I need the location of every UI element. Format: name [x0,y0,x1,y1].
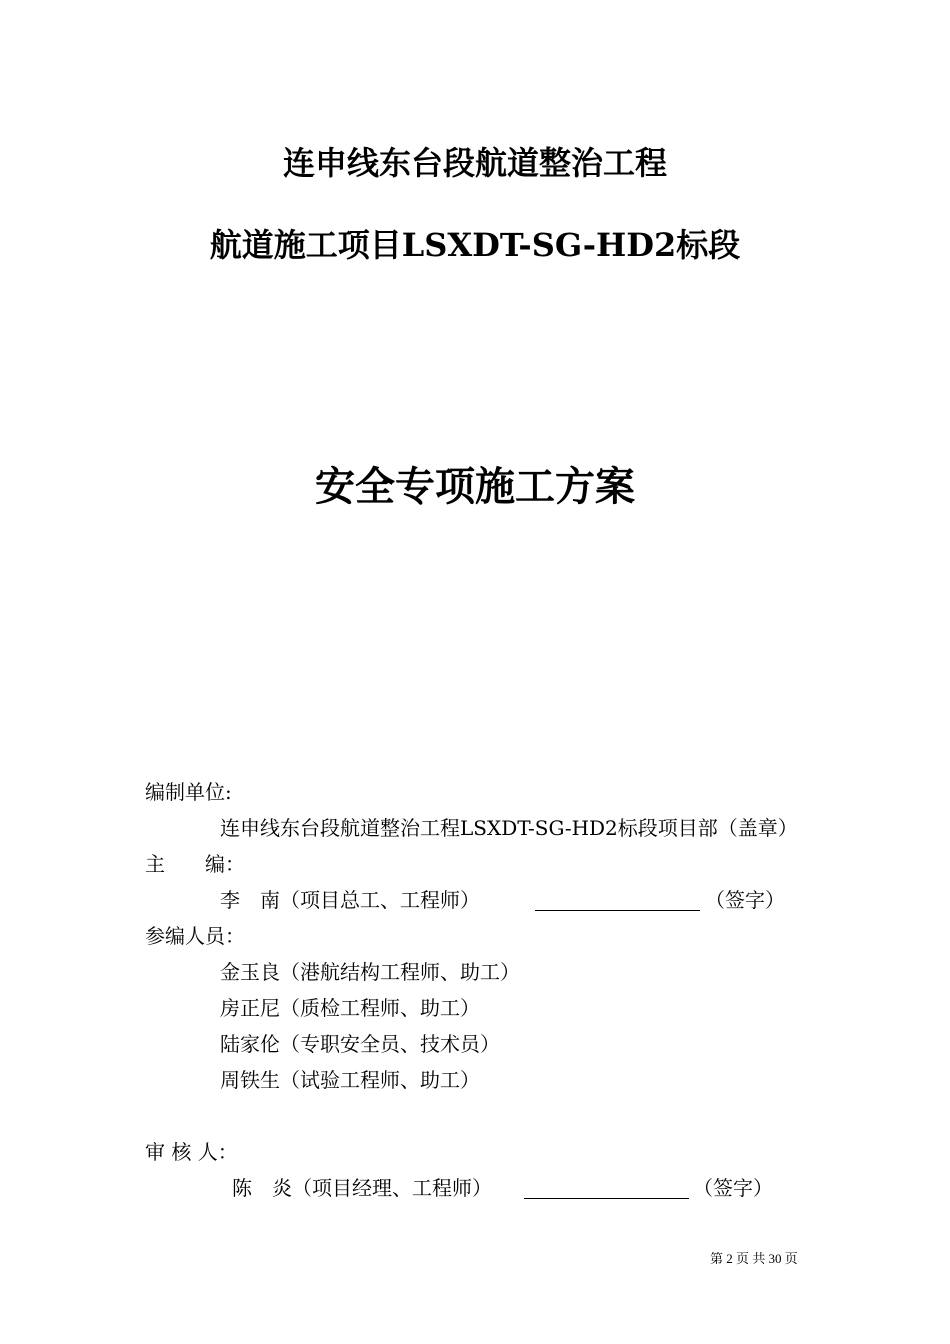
participant-item: 金玉良（港航结构工程师、助工） [220,960,520,984]
participant-item: 陆家伦（专职安全员、技术员） [220,1032,500,1056]
chief-editor-sign-label: （签字） [705,888,785,912]
chief-editor-signature-line [535,890,700,911]
title-line-2: 航道施工项目LSXDT-SG-HD2标段 [209,226,741,264]
participant-item: 周铁生（试验工程师、助工） [220,1068,480,1092]
chief-editor-label: 主 编： [145,852,245,876]
main-title: 安全专项施工方案 [315,463,635,510]
compile-unit-label: 编制单位: [145,780,232,804]
chief-editor-name: 李 南（项目总工、工程师） [220,888,480,912]
reviewer-sign-label: （签字） [693,1176,773,1200]
page-number-footer: 第 2 页 共 30 页 [710,1251,798,1266]
participant-item: 房正尼（质检工程师、助工） [220,996,480,1020]
reviewer-label: 审 核 人： [145,1140,238,1164]
reviewer-name: 陈 炎（项目经理、工程师） [232,1176,492,1200]
compile-unit-value: 连申线东台段航道整治工程LSXDT-SG-HD2标段项目部（盖章） [220,816,798,840]
title-line-1: 连申线东台段航道整治工程 [282,144,667,182]
participants-label: 参编人员： [145,924,245,948]
reviewer-signature-line [524,1178,689,1199]
